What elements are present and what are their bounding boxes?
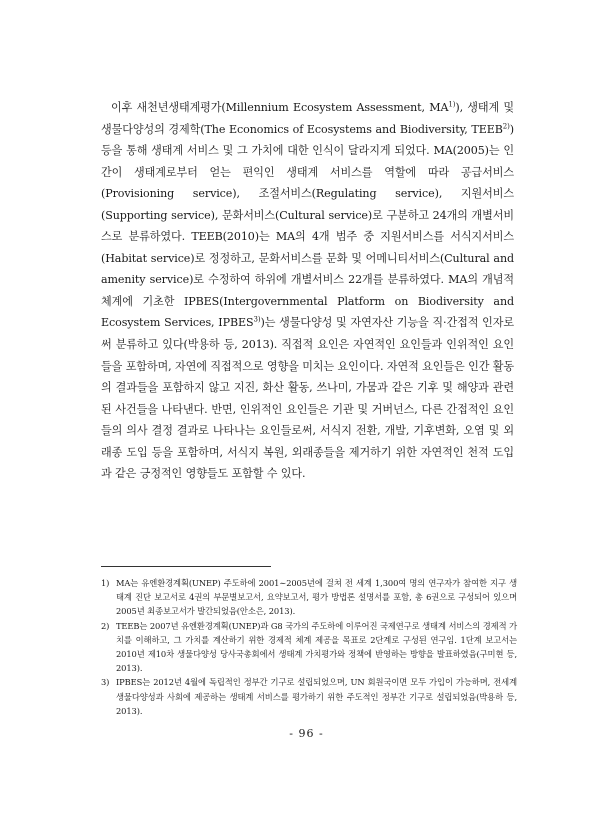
footnote-number: 1) [101, 578, 110, 588]
body-paragraph [101, 97, 514, 485]
body-text-part: ), 생태계 및 생물다양성의 경제학(The Economics of Ecosystems and Biodiversity, TEEB [101, 101, 514, 136]
page-number: - 96 - [289, 727, 324, 740]
footnote-ref-3[interactable]: 3) [253, 315, 261, 324]
footnote-separator [101, 566, 271, 567]
footnote-ref-1[interactable]: 1) [448, 100, 456, 109]
footnote-item [101, 619, 517, 676]
footnote-list [101, 576, 517, 718]
footnote-item [101, 576, 517, 619]
body-text-part: ) 등을 통해 생태계 서비스 및 그 가치에 대한 인식이 달라지게 되었다. MA(2005)는 인간이 생태계로부터 얻는 편익인 생태계 서비스를 역할에 따라 공급서비스(Provisioning service), 조절서비스(Regulating service), 지원서비스(Supporting service), 문화서비스(Cultural service)로 구분하고 24개의 개별서비스로 분류하였다. TEEB(2010)는 MA의 4개 범주 중 지원서비스를 서식지서비스(Habitat service)로 정정하고, 문화서비스를 문화 및 어메니티서비스(Cultural and amenity service)로 수정하여 하위에 개별서비스 22개를 분류하였다. MA의 개념적 체계에 기초한 IPBES(Intergovernmental Platform on Biodiversity and Ecosystem Services, IPBES [101, 122, 514, 330]
body-text-part: )는 생물다양성 및 자연자산 기능을 직·간접적 인자로써 분류하고 있다(박용하 등, 2013). 직접적 요인은 자연적인 요인들과 인위적인 요인들을 포함하며, 자연에 직접적으로 영향을 미치는 요인이다. 자연적 요인들은 인간 활동의 결과들을 포함하지 않고 지진, 화산 활동, 쓰나미, 가뭄과 같은 기후 및 해양과 관련된 사건들을 나타낸다. 반면, 인위적인 요인들은 기관 및 거버넌스, 다른 간접적인 요인들의 의사 결정 결과로 나타나는 요인들로써, 서식지 전환, 개발, 기후변화, 오염 및 외래종 도입 등을 포함하며, 서식지 복원, 외래종들을 제거하기 위한 자연적인 천적 도입과 같은 긍정적인 영향들도 포함할 수 있다. [101, 316, 514, 481]
footnote-text: TEEB는 2007년 유엔환경계획(UNEP)과 G8 국가의 주도하에 이루어진 국제연구로 생태계 서비스의 경제적 가치를 이해하고, 그 가치를 계산하기 위한 경제적 체계 제공을 목표로 2단계로 구성된 연구임. 1단계 보고서는 2010년 제10차 생물다양성 당사국총회에서 생태계 가치평가와 정책에 반영하는 방향을 발표하였음(구미현 등, 2013). [116, 620, 517, 674]
footnote-number: 2) [101, 620, 110, 631]
footnote-ref-2[interactable]: 2) [502, 121, 510, 130]
footnote-text: MA는 유엔환경계획(UNEP) 주도하에 2001∼2005년에 걸쳐 전 세계 1,300여 명의 연구자가 참여한 지구 생태계 진단 보고서로 4권의 부문별보고서, 요약보고서, 평가 방법론 설명서를 포함, 총 6권으로 구성되어 있으며 2005년 최종보고서가 발간되었음(안소은, 2013). [116, 578, 517, 617]
footnote-number: 3) [101, 677, 110, 688]
body-text-part: 이후 새천년생태계평가(Millennium Ecosystem Assessment, MA [111, 101, 449, 114]
footnote-item [101, 675, 517, 718]
footnote-text: IPBES는 2012년 4월에 독립적인 정부간 기구로 설립되었으며, UN 회원국이면 모두 가입이 가능하며, 전세계 생물다양성과 사회에 제공하는 생태계 서비스를 평가하기 위한 주도적인 정부간 기구로 설립되었음(박용하 등, 2013). [116, 677, 517, 716]
